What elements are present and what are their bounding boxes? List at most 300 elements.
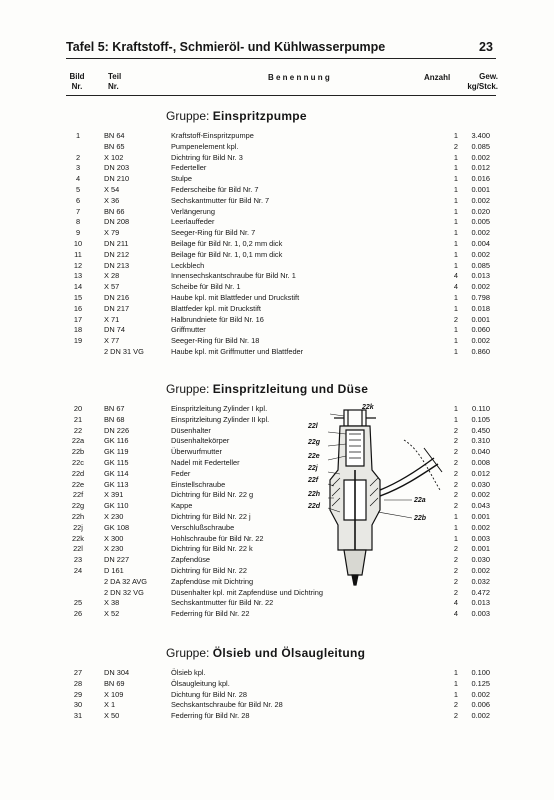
cell-teil: 2 DN 32 VG xyxy=(104,587,144,597)
cell-bild: 20 xyxy=(73,404,83,413)
cell-benennung: Dichtring für Bild Nr. 22 g xyxy=(171,490,254,500)
cell-benennung: Beilage für Bild Nr. 1, 0,1 mm dick xyxy=(171,249,283,259)
cell-gewicht: 3.400 xyxy=(471,131,490,140)
table-row xyxy=(0,608,554,619)
cell-bild: 22j xyxy=(73,522,83,532)
cell-bild: 16 xyxy=(73,303,83,313)
cell-gewicht: 0.472 xyxy=(471,587,490,597)
cell-teil: BN 69 xyxy=(104,678,125,688)
cell-teil: DN 227 xyxy=(104,555,130,565)
cell-anzahl: 2 xyxy=(453,425,458,435)
cell-gewicht: 0.002 xyxy=(471,490,490,500)
cell-benennung: Kappe xyxy=(171,501,193,511)
cell-bild: 22c xyxy=(72,458,84,467)
drawing-label-22e: 22e xyxy=(308,453,320,460)
table-row xyxy=(0,667,554,678)
cell-benennung: Düsenhaltekörper xyxy=(171,436,230,446)
cell-bild: 17 xyxy=(73,314,83,324)
cell-benennung: Seeger-Ring für Bild Nr. 7 xyxy=(171,228,256,238)
group-title: Einspritzpumpe xyxy=(212,109,307,123)
cell-bild: 8 xyxy=(75,217,81,227)
cell-bild: 22b xyxy=(71,447,85,457)
cell-teil: X 28 xyxy=(104,271,120,281)
cell-anzahl: 4 xyxy=(453,598,458,608)
cell-anzahl: 1 xyxy=(453,303,458,313)
cell-gewicht: 0.002 xyxy=(471,195,490,205)
cell-bild: 2 xyxy=(75,152,81,162)
cell-bild: 7 xyxy=(75,206,81,216)
cell-teil: DN 304 xyxy=(104,668,130,677)
cell-teil: DN 217 xyxy=(104,303,130,313)
group-heading xyxy=(166,109,307,123)
table-row xyxy=(0,511,554,522)
cell-bild: 3 xyxy=(75,163,81,173)
table-row xyxy=(0,324,554,335)
table-row xyxy=(0,249,554,260)
cell-teil: X 300 xyxy=(104,533,124,543)
cell-anzahl: 2 xyxy=(453,490,458,500)
cell-gewicht: 0.004 xyxy=(471,239,490,248)
cell-benennung: Federring für Bild Nr. 28 xyxy=(171,711,250,721)
table-row xyxy=(0,435,554,446)
cell-gewicht: 0.002 xyxy=(471,336,490,346)
cell-benennung: Nadel mit Federteller xyxy=(171,458,240,467)
cell-bild: 22e xyxy=(71,479,85,489)
cell-gewicht: 0.003 xyxy=(471,609,490,619)
cell-gewicht: 0.013 xyxy=(471,271,490,281)
cell-benennung: Dichtring für Bild Nr. 22 xyxy=(171,566,247,575)
cell-anzahl: 4 xyxy=(453,271,458,281)
table-row xyxy=(0,238,554,249)
table-row xyxy=(0,689,554,700)
table-row xyxy=(0,414,554,425)
cell-bild: 23 xyxy=(73,555,83,565)
cell-gewicht: 0.100 xyxy=(471,668,490,677)
cell-teil: X 1 xyxy=(104,700,116,710)
cell-anzahl: 2 xyxy=(453,576,458,586)
cell-teil: DN 216 xyxy=(104,293,130,302)
table-row xyxy=(0,195,554,206)
table-row xyxy=(0,314,554,325)
cell-teil: 2 DN 31 VG xyxy=(104,347,144,356)
cell-teil: DN 74 xyxy=(104,325,125,335)
table-row xyxy=(0,216,554,227)
cell-bild: 1 xyxy=(75,131,81,140)
cell-gewicht: 0.105 xyxy=(471,414,490,424)
cell-gewicht: 0.001 xyxy=(471,185,490,194)
cell-gewicht: 0.001 xyxy=(471,314,490,324)
cell-teil: X 71 xyxy=(104,314,120,324)
cell-teil: X 57 xyxy=(104,282,120,292)
col-header-benennung: B e n e n n u n g xyxy=(268,73,330,82)
cell-benennung: Federteller xyxy=(171,163,207,173)
cell-anzahl: 1 xyxy=(453,228,458,238)
table-row xyxy=(0,468,554,479)
cell-anzahl: 1 xyxy=(453,404,458,413)
cell-bild: 5 xyxy=(75,185,81,194)
group-prefix: Gruppe: xyxy=(166,382,210,396)
cell-gewicht: 0.310 xyxy=(471,436,490,446)
table-row xyxy=(0,260,554,271)
cell-gewicht: 0.020 xyxy=(471,206,490,216)
cell-teil: X 230 xyxy=(104,512,124,521)
cell-anzahl: 2 xyxy=(453,700,458,710)
cell-bild: 22k xyxy=(72,533,84,543)
table-row xyxy=(0,173,554,184)
drawing-label-22l: 22l xyxy=(308,423,318,430)
table-row xyxy=(0,543,554,554)
cell-bild: 15 xyxy=(73,293,83,302)
cell-bild: 10 xyxy=(73,239,83,248)
cell-benennung: Leerlauffeder xyxy=(171,217,215,227)
table-row xyxy=(0,446,554,457)
cell-gewicht: 0.125 xyxy=(471,678,490,688)
cell-bild: 11 xyxy=(74,249,82,259)
cell-teil: X 230 xyxy=(104,544,124,554)
header-rule xyxy=(66,58,496,59)
cell-gewicht: 0.002 xyxy=(471,522,490,532)
cell-gewicht: 0.003 xyxy=(471,533,490,543)
cell-anzahl: 1 xyxy=(453,293,458,302)
cell-anzahl: 2 xyxy=(453,587,458,597)
table-row xyxy=(0,270,554,281)
table-row xyxy=(0,335,554,346)
cell-anzahl: 2 xyxy=(453,555,458,565)
cell-bild: 24 xyxy=(73,566,83,575)
cell-benennung: Verlängerung xyxy=(171,206,215,216)
cell-gewicht: 0.030 xyxy=(471,479,490,489)
cell-bild: 25 xyxy=(73,598,83,608)
cell-teil: DN 203 xyxy=(104,163,130,173)
cell-benennung: Überwurfmutter xyxy=(171,447,222,457)
table-row xyxy=(0,227,554,238)
cell-teil: X 109 xyxy=(104,689,124,699)
drawing-label-22b: 22b xyxy=(414,515,427,522)
cell-teil: DN 208 xyxy=(104,217,130,227)
cell-teil: DN 226 xyxy=(104,425,130,435)
cell-anzahl: 1 xyxy=(453,260,458,270)
cell-gewicht: 0.040 xyxy=(471,447,490,457)
cell-gewicht: 0.002 xyxy=(471,152,490,162)
cell-teil: X 77 xyxy=(104,336,120,346)
cell-benennung: Einspritzleitung Zylinder II kpl. xyxy=(171,414,270,424)
cell-benennung: Kraftstoff-Einspritzpumpe xyxy=(171,131,254,140)
cell-anzahl: 2 xyxy=(453,141,458,151)
cell-teil: DN 212 xyxy=(104,249,130,259)
table-row xyxy=(0,479,554,490)
cell-benennung: Beilage für Bild Nr. 1, 0,2 mm dick xyxy=(171,239,283,248)
table-row xyxy=(0,500,554,511)
cell-teil: GK 114 xyxy=(104,468,129,478)
cell-bild: 9 xyxy=(75,228,81,238)
cell-benennung: Scheibe für Bild Nr. 1 xyxy=(171,282,241,292)
cell-gewicht: 0.016 xyxy=(471,174,490,184)
cell-benennung: Düsenhalter kpl. mit Zapfendüse und Dichtring xyxy=(171,587,323,597)
cell-anzahl: 1 xyxy=(453,163,458,173)
cell-benennung: Haube kpl. mit Griffmutter und Blattfeder xyxy=(171,347,304,356)
cell-gewicht: 0.002 xyxy=(471,711,490,721)
cell-gewicht: 0.030 xyxy=(471,555,490,565)
group-title: Ölsieb und Ölsaugleitung xyxy=(212,646,366,660)
cell-bild: 12 xyxy=(73,260,83,270)
column-header-rule xyxy=(66,95,496,96)
cell-gewicht: 0.060 xyxy=(471,325,490,335)
cell-gewicht: 0.002 xyxy=(471,228,490,238)
cell-gewicht: 0.001 xyxy=(471,544,490,554)
cell-benennung: Dichtung für Bild Nr. 28 xyxy=(171,689,247,699)
table-row xyxy=(0,533,554,544)
cell-teil: GK 119 xyxy=(104,447,129,457)
cell-anzahl: 1 xyxy=(453,347,458,356)
cell-benennung: Zapfendüse xyxy=(171,555,211,565)
cell-teil: BN 65 xyxy=(104,141,125,151)
group-heading xyxy=(166,646,365,660)
cell-gewicht: 0.043 xyxy=(471,501,490,511)
cell-gewicht: 0.085 xyxy=(471,260,490,270)
cell-anzahl: 2 xyxy=(453,544,458,554)
cell-gewicht: 0.002 xyxy=(471,249,490,259)
cell-anzahl: 1 xyxy=(453,206,458,216)
cell-benennung: Sechskantschraube für Bild Nr. 28 xyxy=(171,700,283,710)
cell-gewicht: 0.012 xyxy=(471,468,490,478)
cell-teil: X 79 xyxy=(104,228,120,238)
table-row xyxy=(0,130,554,141)
table-row xyxy=(0,576,554,587)
cell-benennung: Federscheibe für Bild Nr. 7 xyxy=(171,185,259,194)
cell-gewicht: 0.860 xyxy=(471,347,490,356)
table-row xyxy=(0,457,554,468)
cell-benennung: Einstellschraube xyxy=(171,479,226,489)
table-row xyxy=(0,425,554,436)
col-header-teil: Teil Nr. xyxy=(108,72,122,91)
cell-bild: 19 xyxy=(73,336,83,346)
cell-benennung: Innensechskantschraube für Bild Nr. 1 xyxy=(171,271,296,281)
cell-teil: X 54 xyxy=(104,185,120,194)
cell-gewicht: 0.006 xyxy=(471,700,490,710)
cell-gewicht: 0.008 xyxy=(471,458,490,467)
cell-benennung: Verschlußschraube xyxy=(171,522,235,532)
cell-bild: 30 xyxy=(73,700,83,710)
table-row xyxy=(0,303,554,314)
cell-teil: GK 115 xyxy=(104,458,129,467)
cell-anzahl: 1 xyxy=(453,678,458,688)
drawing-label-22g: 22g xyxy=(308,439,321,446)
cell-bild: 14 xyxy=(73,282,83,292)
table-row xyxy=(0,152,554,163)
table-row xyxy=(0,162,554,173)
table-row xyxy=(0,597,554,608)
cell-anzahl: 1 xyxy=(453,195,458,205)
cell-benennung: Sechskantmutter für Bild Nr. 22 xyxy=(171,598,274,608)
cell-benennung: Dichtring für Bild Nr. 22 j xyxy=(171,512,251,521)
table-row xyxy=(0,522,554,533)
cell-gewicht: 0.450 xyxy=(471,425,490,435)
cell-teil: X 391 xyxy=(104,490,124,500)
table-row xyxy=(0,710,554,721)
cell-bild: 6 xyxy=(75,195,81,205)
cell-anzahl: 2 xyxy=(453,436,458,446)
cell-teil: DN 213 xyxy=(104,260,130,270)
cell-teil: BN 64 xyxy=(104,131,125,140)
cell-bild: 31 xyxy=(73,711,83,721)
cell-gewicht: 0.002 xyxy=(471,282,490,292)
cell-anzahl: 1 xyxy=(453,131,458,140)
table-row xyxy=(0,184,554,195)
cell-anzahl: 2 xyxy=(453,447,458,457)
table-row xyxy=(0,292,554,303)
cell-teil: DN 211 xyxy=(104,239,129,248)
drawing-label-22f: 22f xyxy=(308,477,319,484)
cell-anzahl: 1 xyxy=(453,522,458,532)
cell-gewicht: 0.018 xyxy=(471,303,490,313)
drawing-label-22k: 22k xyxy=(362,404,374,411)
nozzle-holder-drawing xyxy=(300,400,450,600)
drawing-cap xyxy=(344,410,366,426)
cell-bild: 22l xyxy=(73,544,83,554)
cell-anzahl: 1 xyxy=(453,185,458,194)
drawing-label-22d: 22d xyxy=(308,503,321,510)
cell-anzahl: 2 xyxy=(453,501,458,511)
cell-anzahl: 2 xyxy=(453,566,458,575)
cell-benennung: Leckblech xyxy=(171,260,205,270)
cell-bild: 13 xyxy=(73,271,83,281)
cell-anzahl: 2 xyxy=(453,711,458,721)
cell-anzahl: 1 xyxy=(453,174,458,184)
cell-benennung: Federring für Bild Nr. 22 xyxy=(171,609,250,619)
cell-bild: 22f xyxy=(72,490,84,500)
cell-benennung: Halbrundniete für Bild Nr. 16 xyxy=(171,314,264,324)
cell-benennung: Ölsaugleitung kpl. xyxy=(171,678,230,688)
cell-bild: 22g xyxy=(71,501,85,511)
cell-teil: 2 DA 32 AVG xyxy=(104,576,147,586)
page-number: 23 xyxy=(479,40,493,54)
cell-anzahl: 1 xyxy=(453,152,458,162)
table-row xyxy=(0,489,554,500)
cell-gewicht: 0.032 xyxy=(471,576,490,586)
cell-teil: GK 116 xyxy=(104,436,129,446)
cell-anzahl: 1 xyxy=(453,249,458,259)
cell-bild: 29 xyxy=(73,689,83,699)
cell-bild: 28 xyxy=(73,678,83,688)
cell-teil: BN 67 xyxy=(104,404,125,413)
col-header-gewicht: Gew. kg/Stck. xyxy=(467,72,498,91)
cell-teil: X 102 xyxy=(104,152,124,162)
table-row xyxy=(0,281,554,292)
cell-benennung: Pumpenelement kpl. xyxy=(171,141,239,151)
cell-anzahl: 2 xyxy=(453,314,458,324)
table-row xyxy=(0,678,554,689)
cell-anzahl: 1 xyxy=(453,336,458,346)
group-heading xyxy=(166,382,368,396)
cell-gewicht: 0.005 xyxy=(471,217,490,227)
cell-bild: 22d xyxy=(71,468,85,478)
col-header-bild: Bild Nr. xyxy=(69,72,85,91)
drawing-label-22j: 22j xyxy=(308,465,318,472)
cell-bild: 22 xyxy=(73,425,83,435)
cell-benennung: Sechskantmutter für Bild Nr. 7 xyxy=(171,195,270,205)
cell-benennung: Ölsieb kpl. xyxy=(171,668,206,677)
cell-gewicht: 0.798 xyxy=(471,293,490,302)
cell-teil: X 38 xyxy=(104,598,120,608)
cell-teil: GK 113 xyxy=(104,479,129,489)
cell-anzahl: 1 xyxy=(453,689,458,699)
cell-anzahl: 1 xyxy=(453,325,458,335)
cell-anzahl: 1 xyxy=(453,533,458,543)
drawing-label-22h: 22h xyxy=(308,491,321,498)
cell-teil: X 50 xyxy=(104,711,120,721)
cell-benennung: Dichtring für Bild Nr. 3 xyxy=(171,152,243,162)
cell-benennung: Griffmutter xyxy=(171,325,206,335)
table-row xyxy=(0,554,554,565)
group-prefix: Gruppe: xyxy=(166,646,210,660)
page-title: Tafel 5: Kraftstoff-, Schmieröl- und Kühlwasserpumpe xyxy=(66,40,386,54)
cell-anzahl: 4 xyxy=(453,282,458,292)
cell-teil: BN 68 xyxy=(104,414,125,424)
cell-gewicht: 0.013 xyxy=(471,598,490,608)
cell-teil: GK 108 xyxy=(104,522,130,532)
cell-anzahl: 2 xyxy=(453,458,458,467)
table-row xyxy=(0,141,554,152)
cell-teil: DN 210 xyxy=(104,174,130,184)
table-row xyxy=(0,346,554,357)
cell-gewicht: 0.002 xyxy=(471,566,490,575)
table-row xyxy=(0,403,554,414)
cell-gewicht: 0.012 xyxy=(471,163,490,173)
cell-benennung: Seeger-Ring für Bild Nr. 18 xyxy=(171,336,260,346)
cell-benennung: Haube kpl. mit Blattfeder und Druckstift xyxy=(171,293,300,302)
cell-bild: 22h xyxy=(71,512,85,521)
cell-anzahl: 4 xyxy=(453,609,458,619)
cell-teil: X 52 xyxy=(104,609,120,619)
cell-anzahl: 1 xyxy=(453,414,458,424)
cell-benennung: Blattfeder kpl. mit Druckstift xyxy=(171,303,261,313)
cell-benennung: Feder xyxy=(171,468,191,478)
cell-anzahl: 1 xyxy=(453,239,458,248)
cell-benennung: Zapfendüse mit Dichtring xyxy=(171,576,254,586)
cell-anzahl: 1 xyxy=(453,217,458,227)
cell-anzahl: 1 xyxy=(453,512,458,521)
cell-gewicht: 0.001 xyxy=(471,512,490,521)
table-row xyxy=(0,565,554,576)
cell-bild: 22a xyxy=(71,436,85,446)
table-row xyxy=(0,587,554,598)
cell-gewicht: 0.110 xyxy=(472,404,490,413)
cell-benennung: Hohlschraube für Bild Nr. 22 xyxy=(171,533,264,543)
cell-anzahl: 2 xyxy=(453,479,458,489)
table-row xyxy=(0,699,554,710)
cell-anzahl: 2 xyxy=(453,468,458,478)
group-title: Einspritzleitung und Düse xyxy=(212,382,369,396)
cell-gewicht: 0.085 xyxy=(471,141,490,151)
cell-bild: 26 xyxy=(73,609,83,619)
cell-benennung: Einspritzleitung Zylinder I kpl. xyxy=(171,404,268,413)
cell-benennung: Dichtring für Bild Nr. 22 k xyxy=(171,544,253,554)
cell-benennung: Düsenhalter xyxy=(171,425,211,435)
group-prefix: Gruppe: xyxy=(166,109,210,123)
cell-gewicht: 0.002 xyxy=(471,689,490,699)
cell-bild: 21 xyxy=(73,414,83,424)
cell-teil: X 36 xyxy=(104,195,120,205)
table-row xyxy=(0,206,554,217)
col-header-anzahl: Anzahl xyxy=(424,73,451,82)
cell-bild: 18 xyxy=(73,325,83,335)
cell-benennung: Stulpe xyxy=(171,174,192,184)
cell-teil: D 161 xyxy=(104,566,124,575)
drawing-label-22a: 22a xyxy=(414,497,426,504)
cell-bild: 27 xyxy=(73,668,83,677)
cell-bild: 4 xyxy=(75,174,81,184)
cell-anzahl: 1 xyxy=(453,668,458,677)
